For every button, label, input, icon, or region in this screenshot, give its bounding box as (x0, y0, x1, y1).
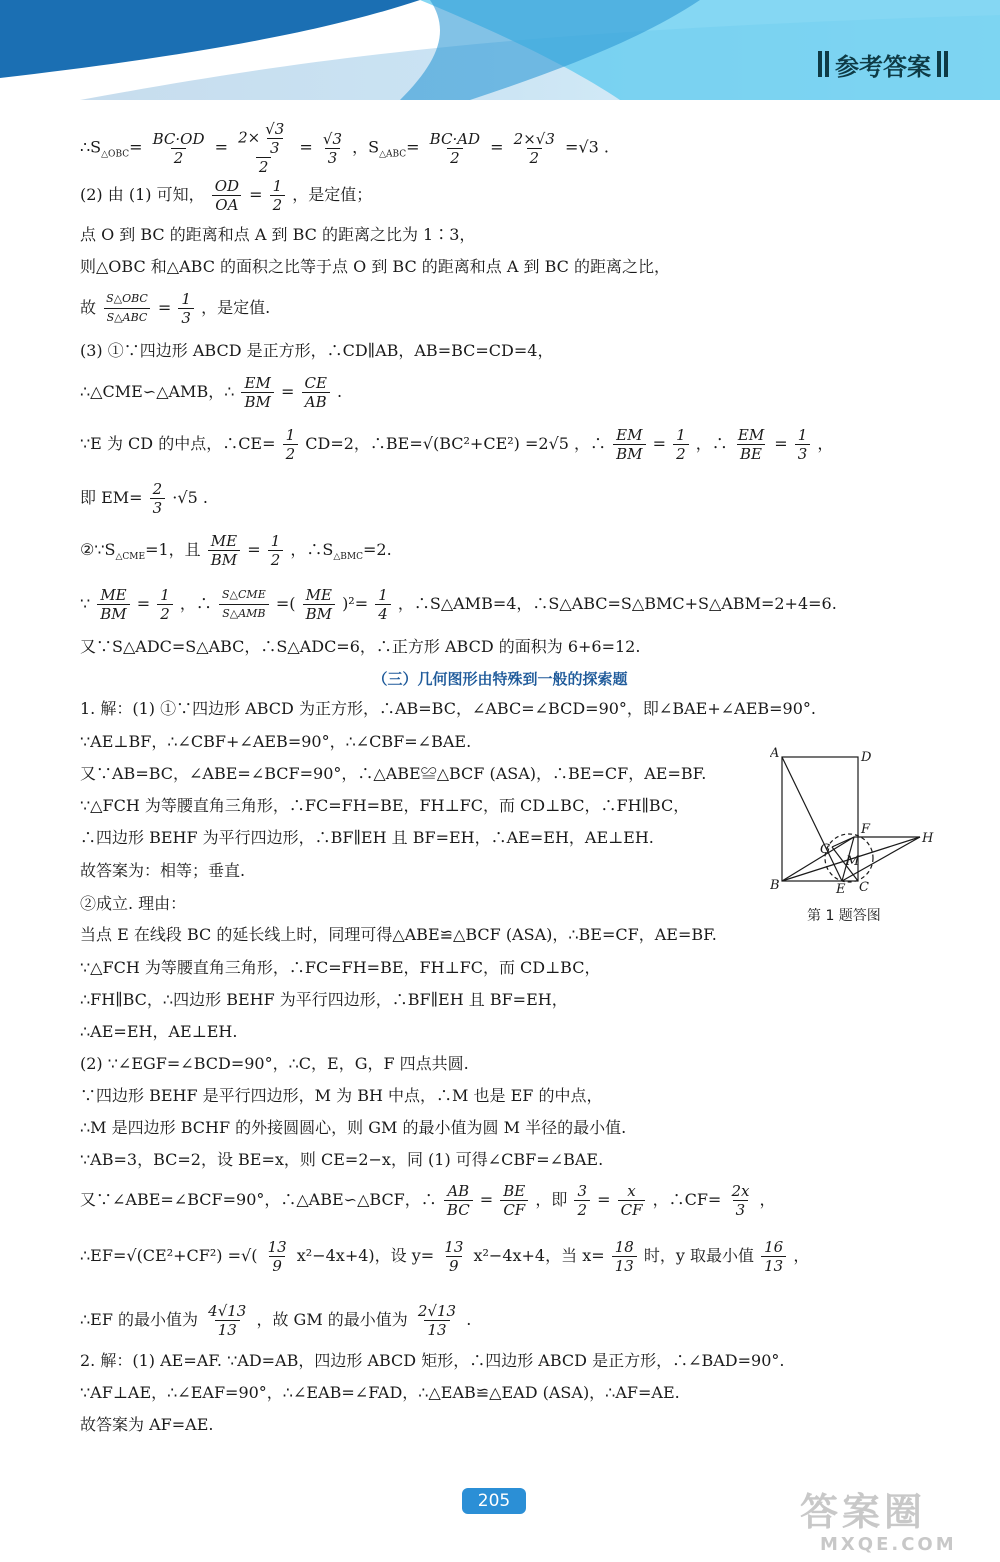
fraction: $\frac{EM}{BM}$ (241, 374, 273, 411)
sol1-line-12: (2) ∵∠EGF=∠BCD=90°，∴C，E，G，F 四点共圆. (80, 1054, 469, 1073)
fraction: $\frac{18}{13}$ (612, 1238, 637, 1275)
fraction: $\frac{ME}{BM}$ (208, 532, 240, 569)
fraction: $\frac{OD}{OA}$ (212, 177, 242, 214)
figure-caption: 第 1 题答图 (807, 908, 881, 924)
fraction: $\frac{√3}{3}$ (322, 129, 343, 167)
fraction: $\frac{1}{2}$ (283, 426, 299, 463)
label-d: D (861, 750, 872, 765)
label-e: E (836, 882, 846, 897)
fraction: $\frac{BC\cdot OD}{2}$ (152, 129, 205, 167)
fraction: $\frac{1}{3}$ (178, 290, 194, 327)
line-9: 即 EM= $\frac{2}{3}$ ·√5 . (80, 480, 208, 517)
sol1-line-4: ∵△FCH 为等腰直角三角形，∴FC=FH=BE，FH⊥FC，而 CD⊥BC，∴FH∥BC， (80, 796, 690, 815)
label-f: F (861, 822, 871, 837)
sol1-line-6: 故答案为：相等；垂直. (80, 861, 246, 880)
line-8: ∵E 为 CD 的中点，∴CE= $\frac{1}{2}$ CD=2，∴BE=√(BC²+CE²) =2√5 ，∴ $\frac{EM}{BM}$ = $\frac{1}{2}$ ，∴ $\frac{EM}{BE}$ = $\frac{1}{3}$ ， (80, 426, 834, 463)
watermark-logo (800, 1490, 990, 1560)
sol2-line-2: ∵AF⊥AE，∴∠EAF=90°，∴∠EAB=∠FAD，∴△EAB≌△EAD (ASA)，∴AF=AE. (80, 1383, 680, 1402)
fraction: $\frac{\text{S△OBC}}{\text{S△ABC}}$ (103, 290, 151, 327)
sol1-line-5: ∴四边形 BEHF 为平行四边形，∴BF∥EH 且 BF=EH，∴AE=EH，AE⊥EH. (80, 828, 654, 847)
line-1: $\therefore S_{\triangle OBC}=$ $\frac{BC\cdot OD}{2}$ = 2× $\frac{√3}{3}$ 2 = $\frac{√3}{3}$ ，$S_{\triangle ABC}=$ $\frac{BC\cdot AD}{2}$ = $\frac{2\times√3}{2}$ =√3 . (80, 120, 609, 176)
fraction: $\frac{1}{4}$ (375, 586, 391, 623)
fraction: $\frac{13}{9}$ (444, 1238, 464, 1275)
line-6: (3) ①∵四边形 ABCD 是正方形，∴CD∥AB，AB=BC=CD=4， (80, 341, 554, 360)
fraction: $\frac{2√13}{13}$ (417, 1302, 457, 1339)
fraction: $\frac{3}{2}$ (574, 1182, 590, 1219)
fraction: $\frac{16}{13}$ (761, 1238, 786, 1275)
sol1-line-7: ②成立. 理由： (80, 894, 187, 913)
label-a: A (770, 746, 780, 761)
line-4: 则△OBC 和△ABC 的面积之比等于点 O 到 BC 的距离和点 A 到 BC 的距离之比， (80, 257, 671, 276)
fraction: $\frac{EM}{BM}$ (613, 426, 645, 463)
line-12: 又∵S△ADC=S△ABC，∴S△ADC=6，∴正方形 ABCD 的面积为 6+6=12. (80, 637, 641, 656)
page-number: 205 (462, 1488, 526, 1514)
badge-bars-left (818, 51, 829, 77)
fraction: $\frac{4√13}{13}$ (208, 1302, 247, 1339)
sol1-line-13: ∵四边形 BEHF 是平行四边形，M 为 BH 中点，∴M 也是 EF 的中点， (80, 1086, 603, 1105)
sol1-line-8: 当点 E 在线段 BC 的延长线上时，同理可得△ABE≌△BCF (ASA)，∴BE=CF，AE=BF. (80, 925, 717, 944)
badge-bars-right (937, 51, 948, 77)
fraction: $\frac{CE}{AB}$ (301, 374, 329, 411)
label-b: B (770, 878, 780, 893)
label-g: G (820, 842, 831, 857)
label-h: H (922, 831, 934, 846)
fraction: $\frac{13}{9}$ (267, 1238, 287, 1275)
sol1-line-17: ∴EF=√(CE²+CF²) =√( $\frac{13}{9}$ x²−4x+4)，设 y= $\frac{13}{9}$ x²−4x+4，当 x= $\frac{18}{13}$ 时，y 取最小值 $\frac{16}{13}$ ， (80, 1238, 810, 1275)
fraction: $\frac{ME}{BM}$ (303, 586, 335, 623)
fraction: $\frac{1}{2}$ (673, 426, 689, 463)
section-title: （三）几何图形由特殊到一般的探索题 (372, 670, 628, 688)
header-badge (818, 44, 948, 84)
sol1-line-3: 又∵AB=BC，∠ABE=∠BCF=90°，∴△ABE≌△BCF (ASA)，∴BE=CF，AE=BF. (80, 764, 707, 783)
fraction: $\frac{1}{3}$ (795, 426, 811, 463)
sol2-line-1: 2. 解：(1) AE=AF. ∵AD=AB，四边形 ABCD 矩形，∴四边形 ABCD 是正方形，∴∠BAD=90°. (80, 1351, 785, 1370)
fraction: $\frac{1}{2}$ (270, 177, 286, 214)
fraction: $\frac{BE}{CF}$ (500, 1182, 528, 1219)
fraction: $\frac{2x}{3}$ (731, 1182, 750, 1219)
sol1-line-15: ∵AB=3，BC=2，设 BE=x，则 CE=2−x，同 (1) 可得∠CBF=∠BAE. (80, 1150, 604, 1169)
line-5: 故 $\frac{\text{S△OBC}}{\text{S△ABC}}$ = $\frac{1}{3}$ ，是定值. (80, 290, 271, 327)
fraction: $\frac{ME}{BM}$ (97, 586, 129, 623)
label-m: M (846, 854, 860, 869)
fraction: $\frac{2\times√3}{2}$ (513, 129, 555, 167)
sol1-line-18: ∴EF 的最小值为 $\frac{4√13}{13}$ ，故 GM 的最小值为 $\frac{2√13}{13}$ . (80, 1302, 472, 1339)
sol2-line-3: 故答案为 AF=AE. (80, 1415, 214, 1434)
watermark-text: 答案圈 (800, 1490, 927, 1534)
line-7: ∴△CME∽△AMB，∴ $\frac{EM}{BM}$ = $\frac{CE}{AB}$ . (80, 374, 343, 411)
geometry-figure (770, 745, 940, 930)
fraction: $\frac{x}{CF}$ (618, 1182, 646, 1219)
line-11: ∵ $\frac{ME}{BM}$ = $\frac{1}{2}$ ，∴ $\frac{\text{S△CME}}{\text{S△AMB}}$ =( $\frac{ME}{BM}$ )²= $\frac{1}{4}$ ，∴S△AMB=4，∴S△ABC=S△BMC+S△ABM=2+4=6. (80, 586, 837, 623)
sol1-line-10: ∴FH∥BC，∴四边形 BEHF 为平行四边形，∴BF∥EH 且 BF=EH， (80, 990, 568, 1009)
sol1-line-14: ∴M 是四边形 BCHF 的外接圆圆心，则 GM 的最小值为圆 M 半径的最小值. (80, 1118, 627, 1137)
fraction: $\frac{AB}{BC}$ (444, 1182, 473, 1219)
sol1-line-16: 又∵∠ABE=∠BCF=90°，∴△ABE∽△BCF，∴ $\frac{AB}{BC}$ = $\frac{BE}{CF}$ ，即 $\frac{3}{2}$ = $\frac{x}{CF}$ ，∴CF= $\frac{2x}{3}$ ， (80, 1182, 776, 1219)
sol1-line-2: ∵AE⊥BF，∴∠CBF+∠AEB=90°，∴∠CBF=∠BAE. (80, 732, 472, 751)
fraction: $\frac{BC\cdot AD}{2}$ (429, 129, 481, 167)
label-c: C (859, 880, 869, 895)
sol1-line-11: ∴AE=EH，AE⊥EH. (80, 1022, 238, 1041)
line-10: $②\because S_{\triangle CME}=1$，且 $\frac{ME}{BM}$ = $\frac{1}{2}$ ，$\therefore S_{\triangle BMC}=2$. (80, 532, 392, 569)
fraction: $\frac{EM}{BE}$ (737, 426, 765, 463)
fraction: 2× $\frac{√3}{3}$ 2 (238, 120, 285, 176)
sol1-line-9: ∵△FCH 为等腰直角三角形，∴FC=FH=BE，FH⊥FC，而 CD⊥BC， (80, 958, 601, 977)
fraction: $\frac{1}{2}$ (157, 586, 173, 623)
header-title: 参考答案 (835, 52, 931, 81)
fraction: $\frac{1}{2}$ (268, 532, 284, 569)
fraction: $\frac{2}{3}$ (150, 480, 166, 517)
line-2: (2) 由 (1) 可知， $\frac{OD}{OA}$ = $\frac{1}{2}$ ，是定值； (80, 177, 373, 214)
sol1-line-1: 1. 解：(1) ①∵四边形 ABCD 为正方形，∴AB=BC，∠ABC=∠BCD=90°，即∠BAE+∠AEB=90°. (80, 699, 816, 718)
watermark-url: MXQE.COM (820, 1534, 957, 1555)
line-3: 点 O 到 BC 的距离和点 A 到 BC 的距离之比为 1∶3， (80, 225, 476, 244)
fraction: $\frac{\text{S△CME}}{\text{S△AMB}}$ (219, 586, 269, 623)
